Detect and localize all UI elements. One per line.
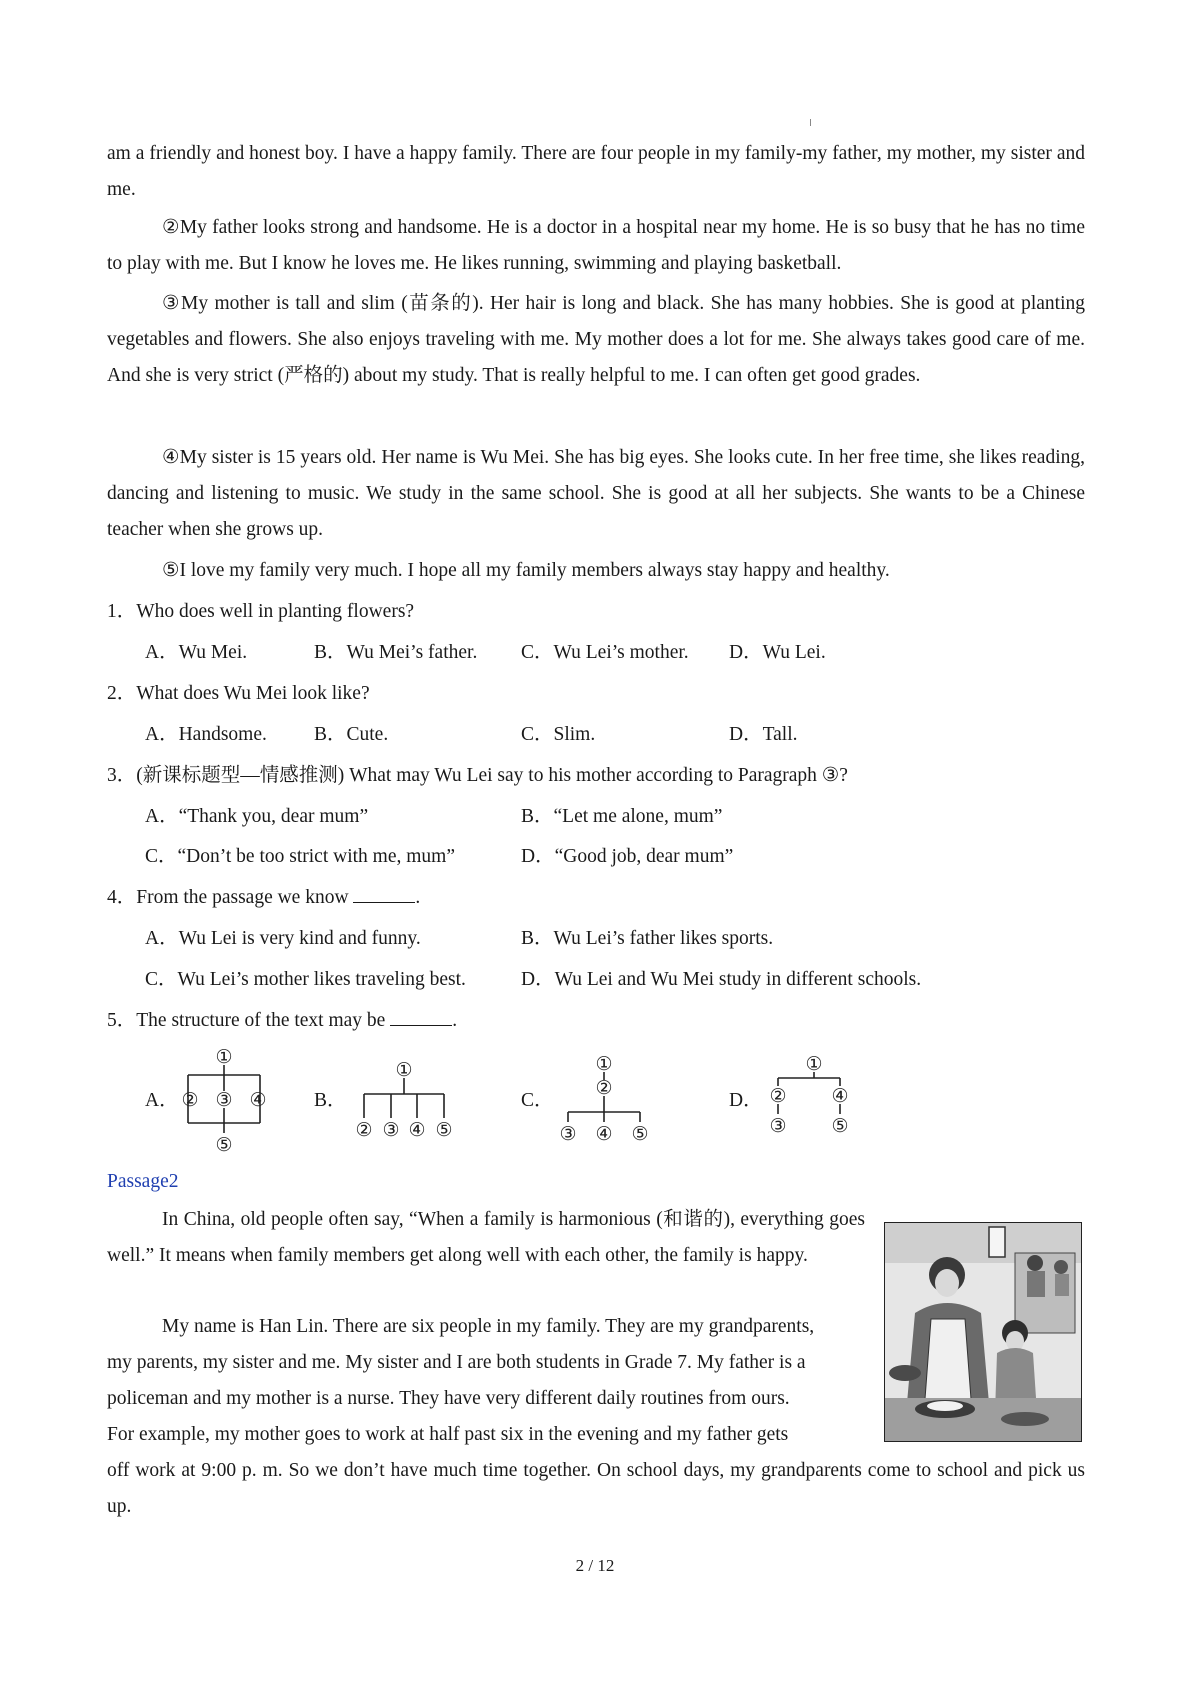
- passage-2-paragraph-2-rest: off work at 9:00 p. m. So we don’t have much time together. On school days, my grandparents come to school and pick us up.: [107, 1460, 1085, 1517]
- diagram-b-node-3: ③: [382, 1119, 400, 1141]
- question-2: 2．What does Wu Mei look like?: [107, 683, 370, 704]
- question-4: [107, 884, 420, 912]
- page-number: 2 / 12: [575, 1556, 615, 1575]
- question-4-end: .: [415, 887, 421, 908]
- diagram-b-node-2: ②: [355, 1119, 373, 1141]
- q1-option-d[interactable]: D．Wu Lei.: [729, 642, 826, 663]
- diagram-c-node-4: ④: [595, 1123, 613, 1145]
- paragraph-5: ⑤I love my family very much. I hope all my family members always stay happy and healthy.: [162, 560, 890, 581]
- diagram-c-node-5: ⑤: [631, 1123, 649, 1145]
- q3-option-c[interactable]: C．“Don’t be too strict with me, mum”: [145, 846, 455, 867]
- diagram-c-node-3: ③: [559, 1123, 577, 1145]
- q2-option-d[interactable]: D．Tall.: [729, 724, 798, 745]
- diagram-a-node-3: ③: [215, 1089, 233, 1111]
- q5-option-c[interactable]: C．: [521, 1090, 554, 1111]
- q3-option-d[interactable]: D．“Good job, dear mum”: [521, 846, 734, 867]
- diagram-b-node-5: ⑤: [435, 1119, 453, 1141]
- diagram-a-node-4: ④: [249, 1089, 267, 1111]
- answer-blank: [353, 884, 415, 903]
- q4-option-b[interactable]: B．Wu Lei’s father likes sports.: [521, 928, 774, 949]
- diagram-a-node-1: ①: [215, 1046, 233, 1068]
- family-kitchen-illustration: [884, 1222, 1082, 1442]
- diagram-c-node-1: ①: [595, 1054, 613, 1075]
- diagram-d-node-3: ③: [769, 1115, 787, 1137]
- q4-option-a[interactable]: A．Wu Lei is very kind and funny.: [145, 928, 421, 949]
- structure-diagram-c[interactable]: [558, 1054, 658, 1146]
- q5-option-b[interactable]: B．: [314, 1090, 347, 1111]
- q5-option-d[interactable]: D．: [729, 1090, 763, 1111]
- q3-option-a[interactable]: A．“Thank you, dear mum”: [145, 806, 369, 827]
- diagram-c-node-2: ②: [595, 1077, 613, 1099]
- paragraph-1-tail: am a friendly and honest boy. I have a happy family. There are four people in my family-my father, my mother, my sister and me.: [107, 143, 1085, 200]
- question-5: [107, 1007, 457, 1035]
- diagram-d-node-1: ①: [805, 1054, 823, 1075]
- q1-option-a[interactable]: A．Wu Mei.: [145, 642, 248, 663]
- question-1: 1．Who does well in planting flowers?: [107, 601, 415, 622]
- paragraph-4: ④My sister is 15 years old. Her name is Wu Mei. She has big eyes. She looks cute. In her free time, she likes reading, dancing and listening to music. We study in the same school. She is good at all her subjects. She wants to be a Chinese teacher when she grows up.: [107, 447, 1085, 540]
- paragraph-3: ③My mother is tall and slim (苗条的). Her hair is long and black. She has many hobbies. She is good at planting vegetables and flowers. She also enjoys traveling with me. My mother does a lot for me. She always takes good care of me. And she is very strict (严格的) about my study. That is really helpful to me. I can often get good grades.: [107, 293, 1085, 386]
- structure-diagram-b[interactable]: [352, 1058, 462, 1142]
- diagram-d-node-2: ②: [769, 1085, 787, 1107]
- answer-blank: [390, 1007, 452, 1026]
- q2-option-c[interactable]: C．Slim.: [521, 724, 596, 745]
- diagram-a-node-2: ②: [181, 1089, 199, 1111]
- structure-diagram-d[interactable]: [768, 1054, 868, 1148]
- diagram-d-node-5: ⑤: [831, 1115, 849, 1137]
- q4-option-c[interactable]: C．Wu Lei’s mother likes traveling best.: [145, 969, 466, 990]
- q2-option-b[interactable]: B．Cute.: [314, 724, 389, 745]
- diagram-a-node-5: ⑤: [215, 1134, 233, 1153]
- q5-option-a[interactable]: A．: [145, 1090, 179, 1111]
- scan-mark: [810, 119, 811, 126]
- question-5-end: .: [452, 1010, 458, 1031]
- question-3: 3．(新课标题型—情感推测) What may Wu Lei say to his mother according to Paragraph ③?: [107, 765, 848, 786]
- diagram-d-node-4: ④: [831, 1085, 849, 1107]
- passage-2-line-4: For example, my mother goes to work at half past six in the evening and my father gets: [107, 1424, 789, 1445]
- passage-2-line-2: my parents, my sister and me. My sister and I are both students in Grade 7. My father is a: [107, 1352, 806, 1373]
- diagram-b-node-1: ①: [395, 1059, 413, 1081]
- q1-option-b[interactable]: B．Wu Mei’s father.: [314, 642, 478, 663]
- question-5-stem: 5．The structure of the text may be: [107, 1010, 386, 1031]
- diagram-b-node-4: ④: [408, 1119, 426, 1141]
- paragraph-2: ②My father looks strong and handsome. He is a doctor in a hospital near my home. He is so busy that he has no time to play with me. But I know he loves me. He likes running, swimming and playing basketball.: [107, 217, 1085, 274]
- passage-2-paragraph-1: In China, old people often say, “When a family is harmonious (和谐的), everything goes well.” It means when family members get along well with each other, the family is happy.: [107, 1209, 865, 1266]
- q1-option-c[interactable]: C．Wu Lei’s mother.: [521, 642, 689, 663]
- passage-2-line-1: My name is Han Lin. There are six people in my family. They are my grandparents,: [162, 1316, 815, 1337]
- q3-option-b[interactable]: B．“Let me alone, mum”: [521, 806, 723, 827]
- structure-diagram-a[interactable]: [180, 1045, 270, 1153]
- passage-2-line-3: policeman and my mother is a nurse. They have very different daily routines from ours.: [107, 1388, 790, 1409]
- q4-option-d[interactable]: D．Wu Lei and Wu Mei study in different schools.: [521, 969, 922, 990]
- passage-2-title: Passage2: [107, 1171, 179, 1192]
- question-4-stem: 4．From the passage we know: [107, 887, 349, 908]
- q2-option-a[interactable]: A．Handsome.: [145, 724, 267, 745]
